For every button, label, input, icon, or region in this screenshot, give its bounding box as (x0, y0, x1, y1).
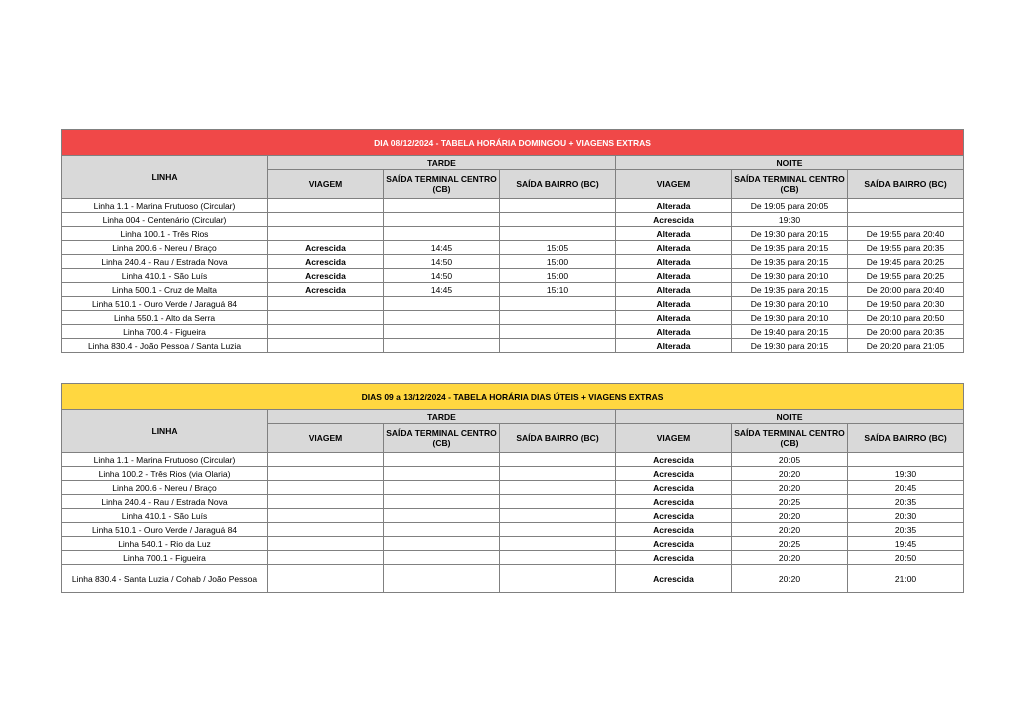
table-row (62, 325, 964, 339)
table-row (62, 481, 964, 495)
cell-saida-bairro-tarde (500, 213, 616, 227)
cell-viagem-tarde (268, 509, 384, 523)
table-title: DIAS 09 a 13/12/2024 - TABELA HORÁRIA DIAS ÚTEIS + VIAGENS EXTRAS (62, 384, 964, 410)
cell-linha: Linha 510.1 - Ouro Verde / Jaraguá 84 (62, 523, 268, 537)
cell-saida-terminal-tarde (384, 227, 500, 241)
col-header-saida-terminal-tarde: SAÍDA TERMINAL CENTRO (CB) (384, 424, 500, 453)
col-header-linha: LINHA (62, 156, 268, 199)
cell-linha: Linha 1.1 - Marina Frutuoso (Circular) (62, 199, 268, 213)
cell-saida-terminal-noite: De 19:40 para 20:15 (732, 325, 848, 339)
cell-saida-terminal-tarde: 14:50 (384, 255, 500, 269)
cell-viagem-noite: Acrescida (616, 551, 732, 565)
cell-saida-bairro-tarde (500, 227, 616, 241)
cell-saida-terminal-tarde: 14:45 (384, 241, 500, 255)
cell-saida-bairro-noite: De 19:55 para 20:25 (848, 269, 964, 283)
col-header-saida-bairro-noite: SAÍDA BAIRRO (BC) (848, 424, 964, 453)
cell-viagem-noite: Alterada (616, 325, 732, 339)
cell-viagem-tarde (268, 523, 384, 537)
group-header-noite: NOITE (616, 410, 964, 424)
cell-saida-bairro-tarde: 15:10 (500, 283, 616, 297)
cell-saida-bairro-tarde (500, 509, 616, 523)
cell-linha: Linha 700.4 - Figueira (62, 325, 268, 339)
cell-linha: Linha 240.4 - Rau / Estrada Nova (62, 495, 268, 509)
cell-viagem-noite: Alterada (616, 199, 732, 213)
cell-viagem-noite: Acrescida (616, 467, 732, 481)
table-row (62, 339, 964, 353)
cell-viagem-tarde: Acrescida (268, 269, 384, 283)
cell-saida-bairro-tarde (500, 467, 616, 481)
cell-linha: Linha 510.1 - Ouro Verde / Jaraguá 84 (62, 297, 268, 311)
cell-linha: Linha 500.1 - Cruz de Malta (62, 283, 268, 297)
cell-saida-bairro-noite (848, 213, 964, 227)
cell-saida-terminal-noite: De 19:35 para 20:15 (732, 283, 848, 297)
cell-viagem-noite: Alterada (616, 339, 732, 353)
cell-saida-bairro-tarde (500, 199, 616, 213)
cell-viagem-noite: Acrescida (616, 523, 732, 537)
col-header-saida-bairro-noite: SAÍDA BAIRRO (BC) (848, 170, 964, 199)
cell-saida-terminal-noite: 20:25 (732, 537, 848, 551)
cell-saida-terminal-noite: De 19:05 para 20:05 (732, 199, 848, 213)
schedule-table-sunday (61, 129, 964, 353)
cell-saida-bairro-noite (848, 199, 964, 213)
cell-viagem-tarde (268, 467, 384, 481)
cell-viagem-noite: Alterada (616, 311, 732, 325)
cell-saida-terminal-tarde (384, 481, 500, 495)
table-row (62, 523, 964, 537)
col-header-linha: LINHA (62, 410, 268, 453)
table-title: DIA 08/12/2024 - TABELA HORÁRIA DOMINGOU + VIAGENS EXTRAS (62, 130, 964, 156)
table-row (62, 213, 964, 227)
table-row (62, 551, 964, 565)
cell-viagem-noite: Acrescida (616, 213, 732, 227)
cell-linha: Linha 550.1 - Alto da Serra (62, 311, 268, 325)
cell-saida-bairro-noite: De 19:50 para 20:30 (848, 297, 964, 311)
col-header-saida-bairro-tarde: SAÍDA BAIRRO (BC) (500, 170, 616, 199)
table-row (62, 283, 964, 297)
cell-saida-bairro-tarde (500, 297, 616, 311)
table-row (62, 255, 964, 269)
cell-saida-terminal-noite: 20:20 (732, 509, 848, 523)
cell-linha: Linha 200.6 - Nereu / Braço (62, 241, 268, 255)
cell-saida-terminal-tarde (384, 311, 500, 325)
cell-saida-terminal-noite: De 19:35 para 20:15 (732, 241, 848, 255)
col-header-viagem-noite: VIAGEM (616, 170, 732, 199)
cell-viagem-tarde: Acrescida (268, 241, 384, 255)
cell-saida-bairro-noite: De 20:10 para 20:50 (848, 311, 964, 325)
table-row (62, 565, 964, 593)
cell-viagem-noite: Acrescida (616, 453, 732, 467)
cell-saida-terminal-tarde (384, 565, 500, 593)
cell-saida-terminal-tarde (384, 467, 500, 481)
table-body (62, 453, 964, 593)
cell-saida-bairro-noite: 19:30 (848, 467, 964, 481)
cell-viagem-noite: Alterada (616, 255, 732, 269)
cell-saida-terminal-tarde: 14:45 (384, 283, 500, 297)
cell-saida-bairro-noite: De 19:45 para 20:25 (848, 255, 964, 269)
cell-saida-bairro-tarde (500, 481, 616, 495)
cell-saida-terminal-tarde (384, 523, 500, 537)
cell-saida-bairro-noite: 21:00 (848, 565, 964, 593)
cell-saida-terminal-noite: 20:25 (732, 495, 848, 509)
table-row (62, 199, 964, 213)
cell-saida-bairro-tarde (500, 495, 616, 509)
cell-saida-terminal-noite: 20:20 (732, 523, 848, 537)
cell-linha: Linha 004 - Centenário (Circular) (62, 213, 268, 227)
cell-saida-bairro-noite: De 20:00 para 20:35 (848, 325, 964, 339)
cell-viagem-noite: Acrescida (616, 537, 732, 551)
cell-saida-bairro-noite: 20:30 (848, 509, 964, 523)
cell-saida-bairro-tarde (500, 339, 616, 353)
schedule-table-weekdays (61, 383, 964, 593)
table-row (62, 227, 964, 241)
cell-viagem-tarde: Acrescida (268, 283, 384, 297)
cell-viagem-noite: Acrescida (616, 509, 732, 523)
col-header-viagem-tarde: VIAGEM (268, 170, 384, 199)
cell-viagem-tarde: Acrescida (268, 255, 384, 269)
cell-linha: Linha 540.1 - Rio da Luz (62, 537, 268, 551)
cell-viagem-noite: Alterada (616, 227, 732, 241)
cell-saida-bairro-noite: 19:45 (848, 537, 964, 551)
cell-saida-terminal-tarde (384, 551, 500, 565)
cell-saida-terminal-noite: De 19:35 para 20:15 (732, 255, 848, 269)
cell-saida-bairro-tarde (500, 565, 616, 593)
cell-viagem-noite: Alterada (616, 269, 732, 283)
cell-viagem-tarde (268, 495, 384, 509)
cell-viagem-noite: Acrescida (616, 481, 732, 495)
table-row (62, 241, 964, 255)
cell-viagem-tarde (268, 297, 384, 311)
cell-saida-terminal-noite: De 19:30 para 20:10 (732, 311, 848, 325)
cell-viagem-tarde (268, 551, 384, 565)
cell-viagem-tarde (268, 325, 384, 339)
cell-linha: Linha 700.1 - Figueira (62, 551, 268, 565)
cell-viagem-noite: Alterada (616, 297, 732, 311)
cell-viagem-noite: Acrescida (616, 565, 732, 593)
cell-saida-terminal-noite: 20:20 (732, 467, 848, 481)
cell-saida-bairro-noite: De 19:55 para 20:40 (848, 227, 964, 241)
cell-viagem-tarde (268, 199, 384, 213)
cell-saida-bairro-noite (848, 453, 964, 467)
cell-viagem-noite: Alterada (616, 241, 732, 255)
cell-viagem-tarde (268, 537, 384, 551)
group-header-tarde: TARDE (268, 410, 616, 424)
table-row (62, 311, 964, 325)
cell-saida-bairro-noite: De 19:55 para 20:35 (848, 241, 964, 255)
cell-linha: Linha 830.4 - João Pessoa / Santa Luzia (62, 339, 268, 353)
cell-saida-terminal-noite: De 19:30 para 20:15 (732, 227, 848, 241)
cell-saida-bairro-noite: 20:35 (848, 523, 964, 537)
cell-linha: Linha 100.2 - Três Rios (via Olaria) (62, 467, 268, 481)
cell-viagem-tarde (268, 453, 384, 467)
cell-linha: Linha 200.6 - Nereu / Braço (62, 481, 268, 495)
cell-saida-bairro-noite: 20:50 (848, 551, 964, 565)
cell-linha: Linha 830.4 - Santa Luzia / Cohab / João Pessoa (62, 565, 268, 593)
cell-saida-bairro-noite: De 20:20 para 21:05 (848, 339, 964, 353)
cell-saida-bairro-tarde: 15:00 (500, 269, 616, 283)
col-header-saida-terminal-noite: SAÍDA TERMINAL CENTRO (CB) (732, 170, 848, 199)
cell-saida-terminal-tarde (384, 199, 500, 213)
cell-saida-terminal-noite: 20:20 (732, 481, 848, 495)
cell-saida-terminal-tarde (384, 537, 500, 551)
table-row (62, 453, 964, 467)
cell-saida-terminal-tarde (384, 339, 500, 353)
col-header-saida-terminal-tarde: SAÍDA TERMINAL CENTRO (CB) (384, 170, 500, 199)
cell-saida-bairro-tarde: 15:00 (500, 255, 616, 269)
cell-viagem-tarde (268, 311, 384, 325)
cell-saida-bairro-noite: De 20:00 para 20:40 (848, 283, 964, 297)
col-header-saida-bairro-tarde: SAÍDA BAIRRO (BC) (500, 424, 616, 453)
col-header-viagem-noite: VIAGEM (616, 424, 732, 453)
group-header-tarde: TARDE (268, 156, 616, 170)
cell-linha: Linha 410.1 - São Luís (62, 269, 268, 283)
table-row (62, 467, 964, 481)
cell-viagem-noite: Acrescida (616, 495, 732, 509)
table-row (62, 509, 964, 523)
table-row (62, 297, 964, 311)
cell-saida-bairro-noite: 20:35 (848, 495, 964, 509)
cell-viagem-tarde (268, 565, 384, 593)
cell-saida-bairro-tarde (500, 453, 616, 467)
table-body (62, 199, 964, 353)
cell-saida-terminal-noite: 20:20 (732, 565, 848, 593)
cell-viagem-tarde (268, 339, 384, 353)
cell-saida-terminal-tarde (384, 509, 500, 523)
cell-saida-bairro-noite: 20:45 (848, 481, 964, 495)
cell-saida-bairro-tarde (500, 523, 616, 537)
table-row (62, 537, 964, 551)
cell-saida-terminal-tarde (384, 495, 500, 509)
cell-saida-bairro-tarde (500, 325, 616, 339)
cell-saida-terminal-tarde (384, 325, 500, 339)
cell-saida-terminal-noite: 19:30 (732, 213, 848, 227)
cell-viagem-tarde (268, 227, 384, 241)
group-header-noite: NOITE (616, 156, 964, 170)
col-header-viagem-tarde: VIAGEM (268, 424, 384, 453)
cell-saida-terminal-noite: 20:20 (732, 551, 848, 565)
cell-saida-terminal-tarde (384, 213, 500, 227)
cell-saida-terminal-tarde (384, 453, 500, 467)
col-header-saida-terminal-noite: SAÍDA TERMINAL CENTRO (CB) (732, 424, 848, 453)
cell-saida-terminal-noite: De 19:30 para 20:15 (732, 339, 848, 353)
cell-saida-bairro-tarde (500, 311, 616, 325)
cell-saida-terminal-noite: De 19:30 para 20:10 (732, 269, 848, 283)
cell-linha: Linha 240.4 - Rau / Estrada Nova (62, 255, 268, 269)
table-row (62, 495, 964, 509)
cell-saida-bairro-tarde: 15:05 (500, 241, 616, 255)
cell-saida-terminal-noite: De 19:30 para 20:10 (732, 297, 848, 311)
cell-linha: Linha 1.1 - Marina Frutuoso (Circular) (62, 453, 268, 467)
cell-viagem-tarde (268, 213, 384, 227)
cell-saida-terminal-tarde: 14:50 (384, 269, 500, 283)
cell-viagem-tarde (268, 481, 384, 495)
cell-saida-bairro-tarde (500, 551, 616, 565)
cell-linha: Linha 100.1 - Três Rios (62, 227, 268, 241)
cell-saida-bairro-tarde (500, 537, 616, 551)
cell-saida-terminal-noite: 20:05 (732, 453, 848, 467)
cell-saida-terminal-tarde (384, 297, 500, 311)
cell-linha: Linha 410.1 - São Luís (62, 509, 268, 523)
table-row (62, 269, 964, 283)
cell-viagem-noite: Alterada (616, 283, 732, 297)
